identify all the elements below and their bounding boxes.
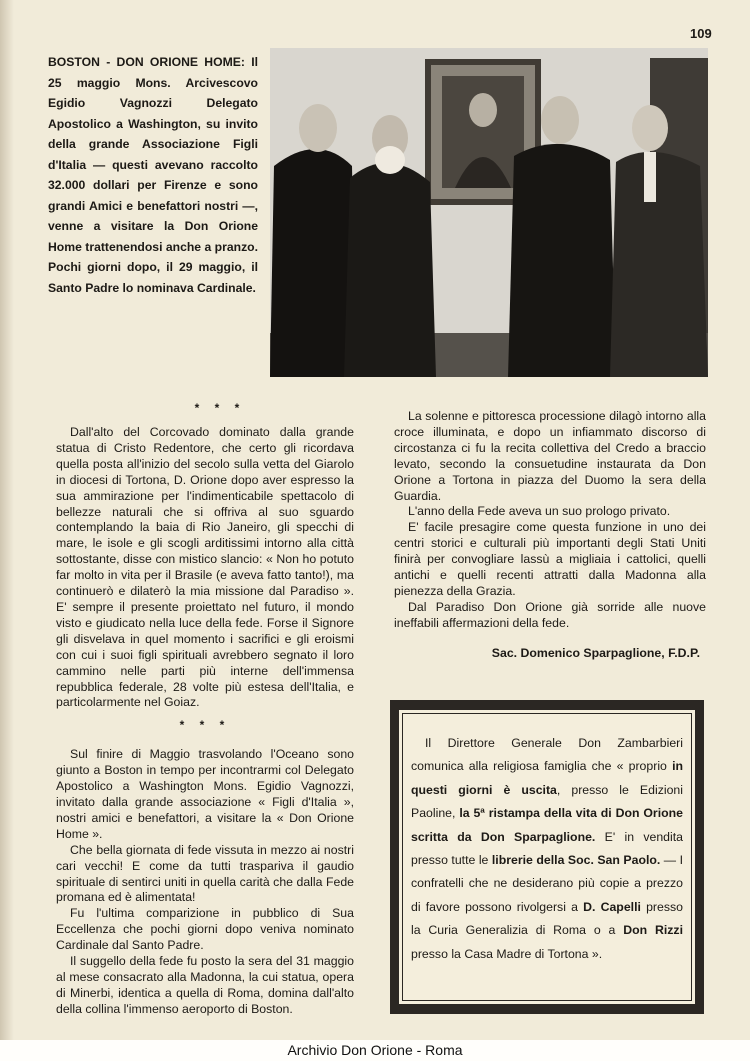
article-paragraph: Fu l'ultima comparizione in pubblico di Sua Eccellenza che pochi giorni dopo veniva nominato Cardinale dal Santo Padre. [56,906,354,953]
article-paragraph: Che bella giornata di fede vissuta in mezzo ai nostri cari vecchi! E come da tutti traspariva il gaudio spirituale di sentirci uniti in quella carità che dalla Fede promana ed è alimentata! [56,842,354,905]
page-number: 109 [690,26,712,41]
announcement-text-part: Il Direttore Generale Don Zambarbieri comunica alla religiosa famiglia che « proprio [411,736,683,774]
author-signature: Sac. Domenico Sparpaglione, F.D.P. [491,645,700,660]
group-photo [270,48,708,377]
announcement-text-part: E' in vendita presso tutte le [411,829,683,868]
announcement-text-part: — I confratelli che ne desiderano più copie a prezzo di favore possono rivolgersi a [411,853,684,914]
article-paragraph: E' facile presagire come questa funzione in uno dei centri storici e culturali più importanti degli Stati Uniti finirà per convogliare lassù a migliaia i cattolici, quelli antichi e quelli recenti attratti dalla Madonna alla pienezza della Grazia. [394,520,706,598]
announcement-bold-part: la 5ª ristampa della vita di Don Orione scritta da Don Sparpaglione. [411,806,683,844]
announcement-bold-part: in questi giorni è uscita [411,759,683,797]
archive-footer: Archivio Don Orione - Roma [287,1042,463,1058]
announcement-bold-part: librerie della Soc. San Paolo. [491,853,661,868]
group-photo-image [270,48,708,377]
article-column-right [394,409,706,662]
article-column-left [56,425,354,1018]
caption-body: Il 25 maggio Mons. Arcivescovo Egidio Vagnozzi Delegato Apostolico a Washington, su invito della grande Associazione Figli d'Italia — questi avevano raccolto 32.000 dollari per Firenze e sono grandi Amici e benefattori nostri —, venne a visitare la Don Orione Home trattenendosi anche a pranzo. Pochi giorni dopo, il 29 maggio, il Santo Padre lo nominava Cardinale. [48,55,258,295]
section-separator: * * * [194,401,246,415]
announcement-bold-part: Don Rizzi [623,923,683,938]
announcement-text-part: , presso le Edizioni Paoline, [411,782,683,821]
announcement-bold-part: D. Capelli [583,899,641,914]
page-fold-shadow [0,0,14,1040]
announcement-box [390,700,704,1014]
photo-caption [48,52,258,298]
article-paragraph: Il suggello della fede fu posto la sera del 31 maggio al mese consacrato alla Madonna, la cui statua, opera di Minerbi, identica a quella di Roma, domina dall'alto della collina l'immenso aeroporto di Boston. [56,954,354,1016]
article-paragraph: Dall'alto del Corcovado dominato dalla grande statua di Cristo Redentore, che certo gli ricordava quella posta all'inizio del secolo sulla vetta del Giarolo in diocesi di Tortona, D. Orione dopo aver espresso la sua ammirazione per l'indimenticabile spettacolo di bellezze naturali che si offriva al suo sguardo contemplando la baia di Rio Janeiro, gli specchi di mare, le isole e gli scogli arditissimi intorno alla città sottostante, disse con mistico slancio: « Non ho potuto far molto in vita per il Brasile (e aveva fatto tanto!), ma continuerò e dilaterò la mia missione dal Paradiso ». E' sempre il presente proiettato nel futuro, il mondo visto e giudicato nella luce della fede. Forse il Signore gli disvelava in quel momento i sacrifici e gli eroismi con cui i suoi figli spirituali avrebbero segnato il loro cammino nelle parti più interne dell'immensa repubblica federale, 28 volte più estesa dell'Italia, e particolarmente nel Goiaz. [56,425,354,710]
announcement-text-part: presso la Curia Generalizia di Roma o a [411,899,683,938]
article-paragraph: Sul finire di Maggio trasvolando l'Oceano sono giunto a Boston in tempo per incontrarmi col Delegato Apostolico a Washington Mons. Egidio Vagnozzi, invitato dalla grande associazione « Figli d'Italia », nostri amici e benefattori, a visitare la « Don Orione Home ». [56,747,354,841]
announcement-text [411,732,683,966]
article-paragraph: La solenne e pittoresca processione dilagò intorno alla croce illuminata, e dopo un infiammato discorso di circostanza ci fu la recita collettiva del Credo a braccio levato, secondo la consuetudine instaurata da Don Orione a Tortona in piazza del Duomo la sera della Guardia. [394,409,706,503]
article-paragraph: Dal Paradiso Don Orione già sorride alle nuove ineffabili affermazioni della fede. [394,599,706,630]
article-paragraph: L'anno della Fede aveva un suo prologo privato. [408,504,671,519]
caption-heading: BOSTON - DON ORIONE HOME: [48,55,245,69]
section-separator: * * * [179,718,231,733]
announcement-text-part: presso la Casa Madre di Tortona ». [411,946,603,961]
